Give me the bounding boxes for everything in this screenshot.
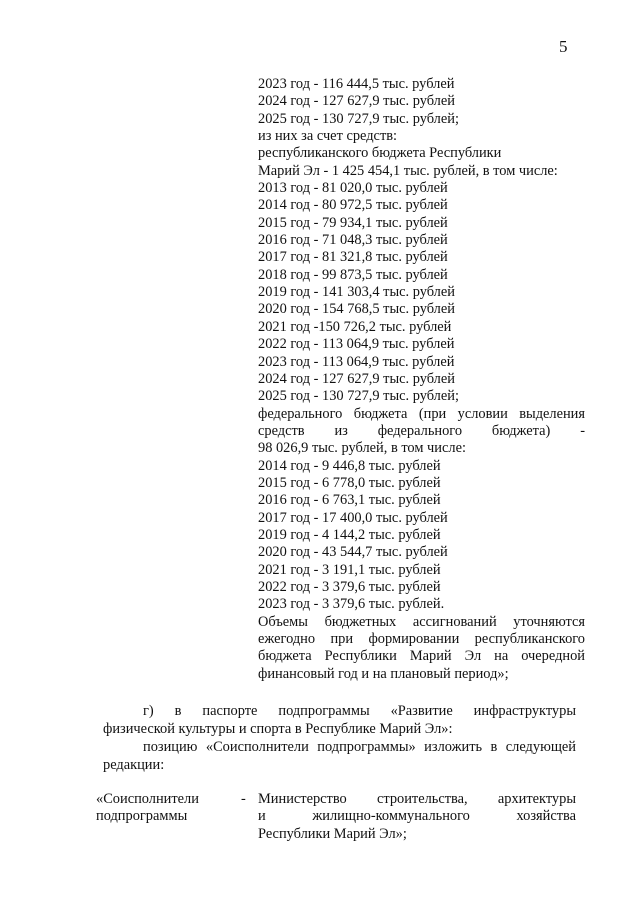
year-line: 2025 год - 130 727,9 тыс. рублей; [258, 110, 459, 127]
federal-budget-condition: средств из федерального бюджета) - [258, 422, 585, 439]
year-line: 2014 год - 9 446,8 тыс. рублей [258, 457, 441, 474]
co-executors-label-line: «Соисполнители [96, 791, 199, 807]
year-line: 2021 год - 3 191,1 тыс. рублей [258, 561, 441, 578]
year-line: 2023 год - 3 379,6 тыс. рублей. [258, 596, 445, 613]
item-g-first-line: г) в паспорте подпрограммы «Развитие инфраструктуры [143, 703, 576, 719]
year-line: 2020 год - 43 544,7 тыс. рублей [258, 544, 448, 561]
note-line: ежегодно при формировании республиканского [258, 631, 585, 647]
co-executors-value-line: Министерство строительства, архитектуры [258, 791, 576, 807]
year-line: 2016 год - 71 048,3 тыс. рублей [258, 232, 448, 249]
co-executors-label-line: подпрограммы [96, 808, 188, 825]
note-line: бюджета Республики Марий Эл на очередной [258, 648, 585, 665]
year-line: 2020 год - 154 768,5 тыс. рублей [258, 301, 455, 318]
year-line: 2024 год - 127 627,9 тыс. рублей [258, 93, 455, 110]
note-line: финансовый год и на плановый период»; [258, 665, 509, 682]
note-line: Объемы бюджетных ассигнований уточняются [258, 613, 585, 630]
year-line: 2022 год - 113 064,9 тыс. рублей [258, 336, 455, 353]
federal-budget-heading: федерального бюджета (при условии выделения [258, 405, 585, 422]
year-line: 2014 год - 80 972,5 тыс. рублей [258, 197, 448, 214]
year-line: 2025 год - 130 727,9 тыс. рублей; [258, 388, 459, 405]
budget-column [258, 76, 585, 683]
year-line: 2017 год - 81 321,8 тыс. рублей [258, 249, 448, 266]
year-line: 2016 год - 6 763,1 тыс. рублей [258, 492, 441, 509]
co-executors-value [258, 791, 576, 843]
page-number: 5 [559, 37, 568, 56]
year-line: 2015 год - 6 778,0 тыс. рублей [258, 474, 441, 491]
federal-budget-total: 98 026,9 тыс. рублей, в том числе: [258, 440, 466, 457]
year-line: 2019 год - 4 144,2 тыс. рублей [258, 526, 441, 543]
position-second-line: редакции: [103, 757, 165, 773]
co-executors-value-line: Республики Марий Эл»; [258, 825, 407, 842]
co-executors-value-line: и жилищно-коммунального хозяйства [258, 808, 576, 825]
year-line: 2023 год - 113 064,9 тыс. рублей [258, 353, 455, 370]
republic-budget-total: Марий Эл - 1 425 454,1 тыс. рублей, в том числе: [258, 162, 558, 179]
year-line: 2018 год - 99 873,5 тыс. рублей [258, 266, 448, 283]
year-line: 2013 год - 81 020,0 тыс. рублей [258, 180, 448, 197]
year-line: 2024 год - 127 627,9 тыс. рублей [258, 370, 455, 387]
year-line: 2015 год - 79 934,1 тыс. рублей [258, 214, 448, 231]
year-line: 2023 год - 116 444,5 тыс. рублей [258, 76, 455, 92]
year-line: 2019 год - 141 303,4 тыс. рублей [258, 284, 455, 301]
co-executors-dash: - [241, 791, 246, 807]
item-g-second-line: физической культуры и спорта в Республике Марий Эл»: [103, 721, 453, 737]
year-line: 2017 год - 17 400,0 тыс. рублей [258, 509, 448, 526]
republic-budget-heading: республиканского бюджета Республики [258, 145, 502, 162]
funding-intro: из них за счет средств: [258, 128, 398, 145]
position-first-line: позицию «Соисполнители подпрограммы» изложить в следующей [143, 739, 576, 755]
year-line: 2022 год - 3 379,6 тыс. рублей [258, 578, 441, 595]
year-line: 2021 год -150 726,2 тыс. рублей [258, 318, 452, 335]
co-executors-label [96, 791, 256, 826]
